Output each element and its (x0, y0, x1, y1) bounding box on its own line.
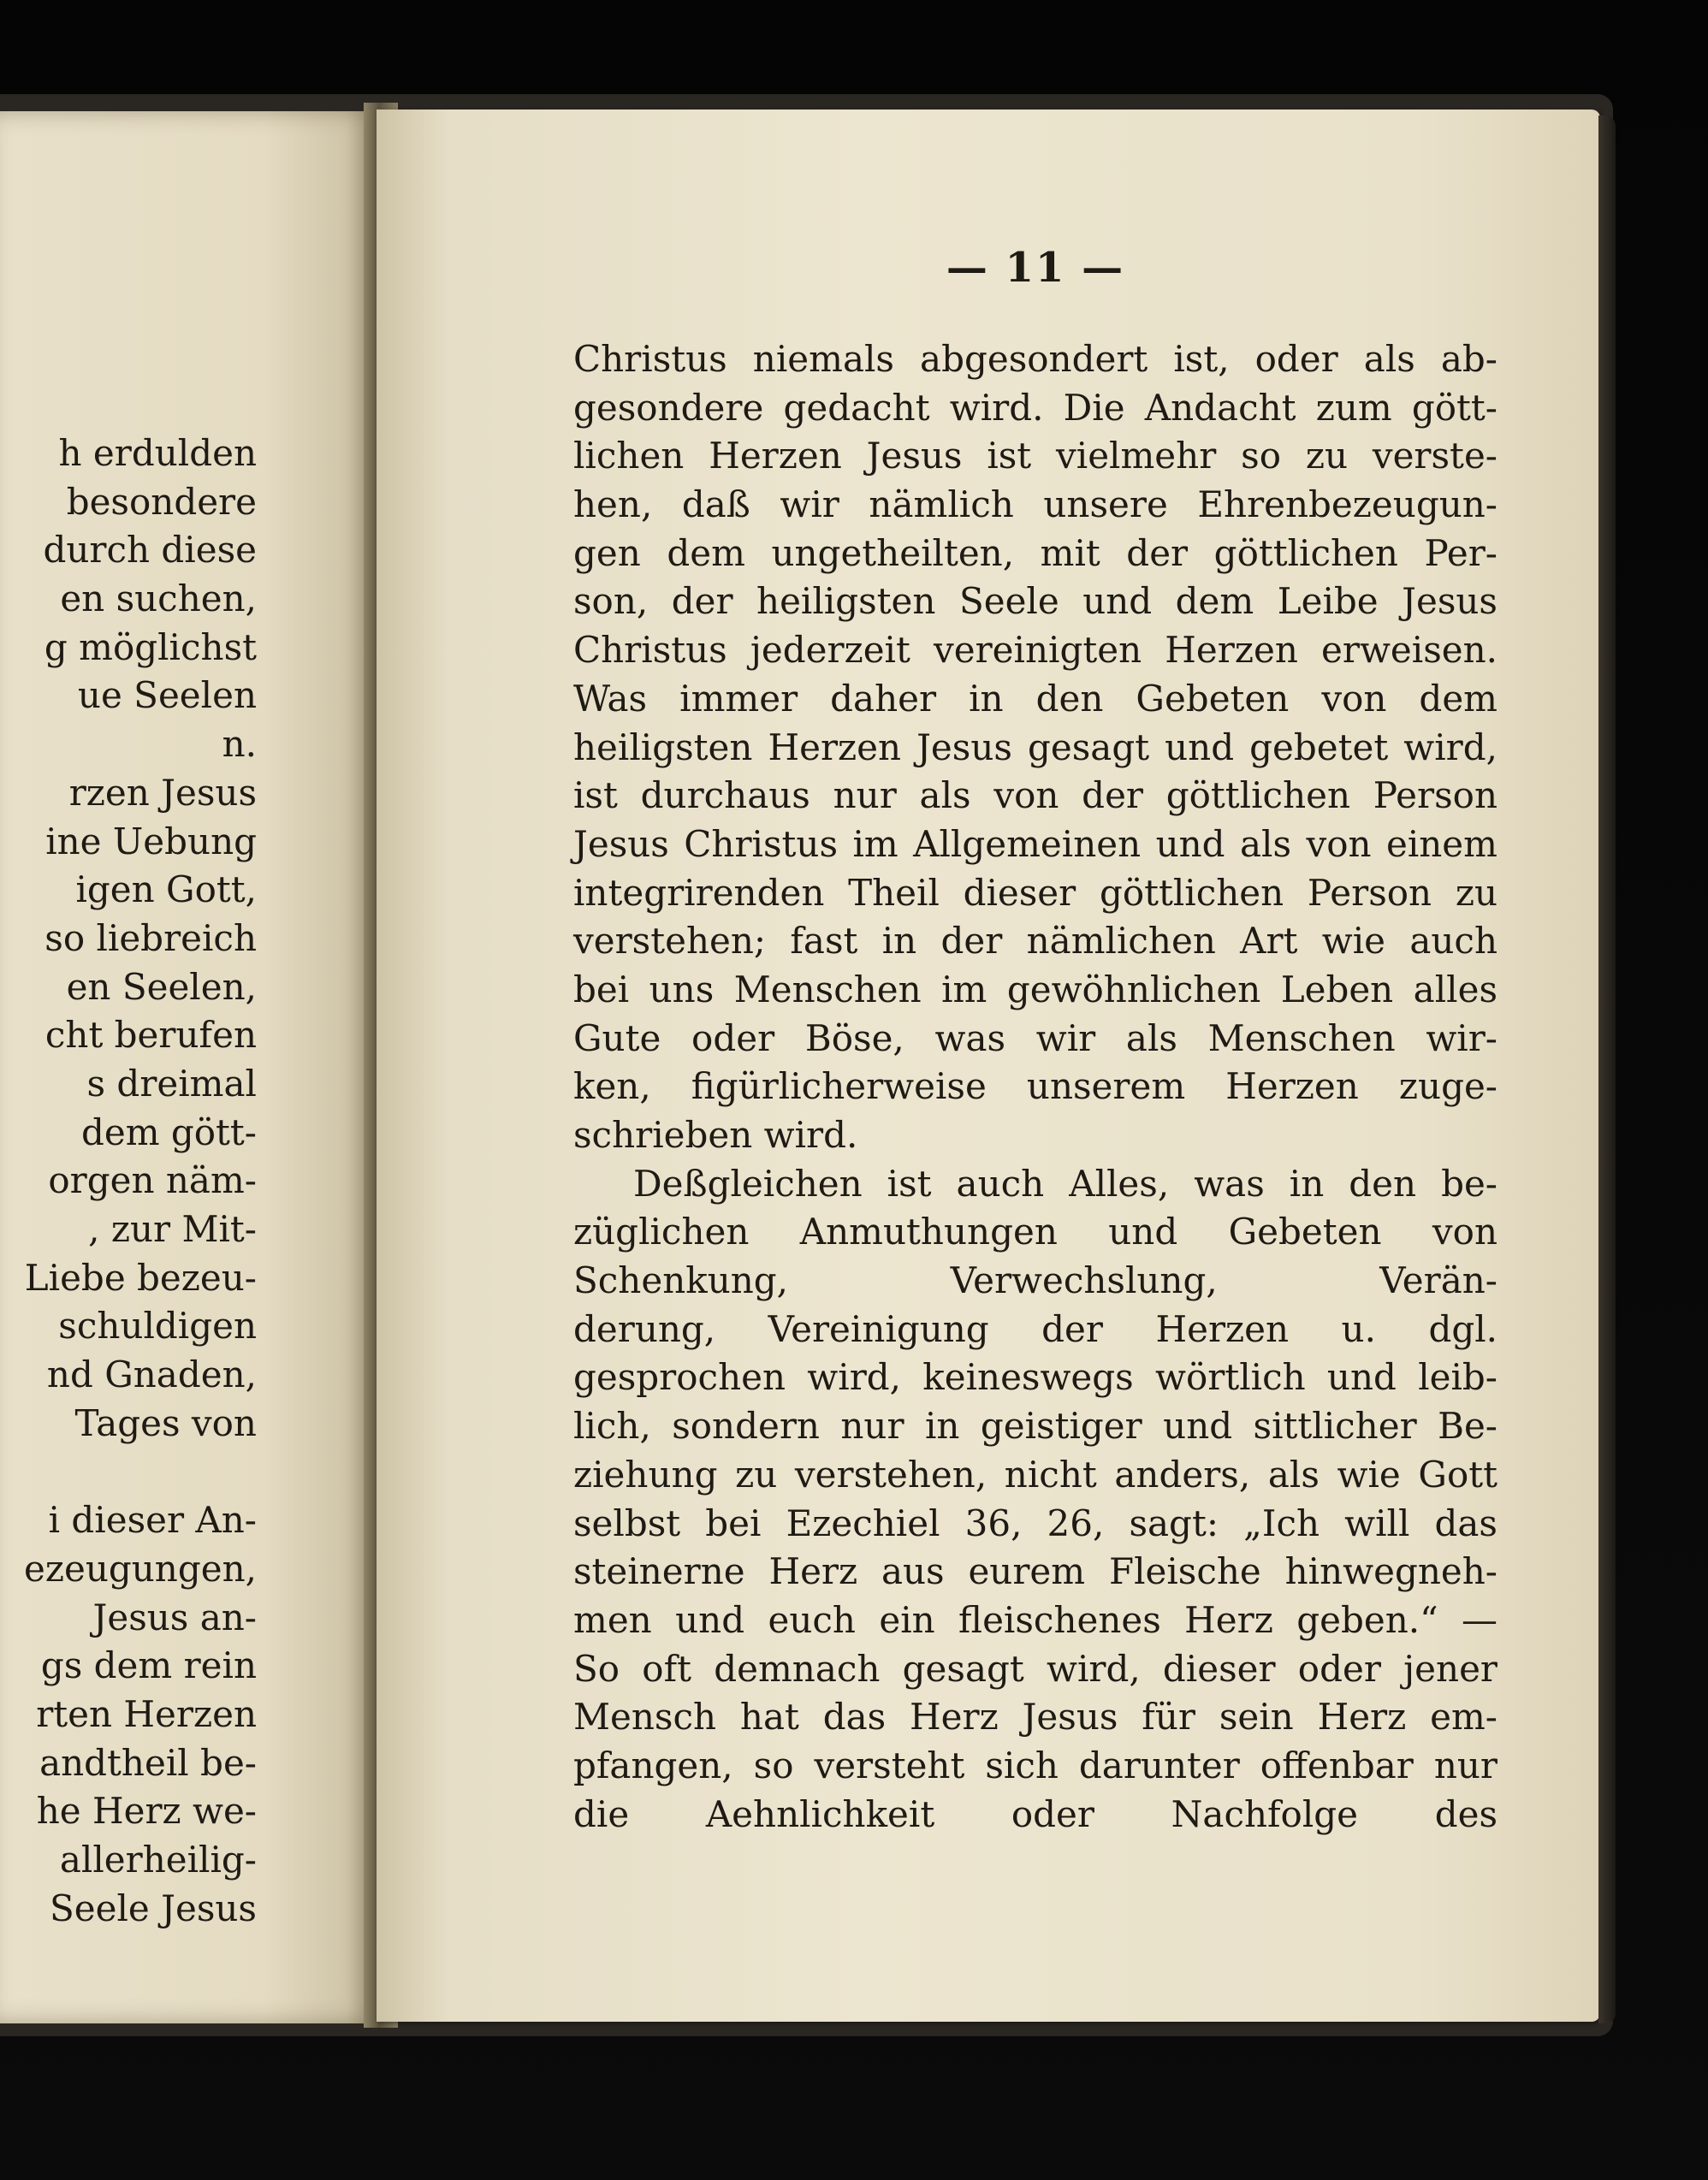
left-line: gs dem rein (40, 1644, 257, 1687)
left-line: andtheil be- (39, 1741, 257, 1784)
text-line: züglichen Anmuthungen und Gebeten von (573, 1211, 1497, 1253)
text-line: Jesus Christus im Allgemeinen und als von einem (573, 822, 1497, 865)
left-line: rzen Jesus (68, 771, 257, 814)
text-line: hen, daß wir nämlich unsere Ehrenbezeugun- (573, 483, 1497, 526)
left-page (0, 111, 377, 2023)
left-line: en Seelen, (66, 965, 257, 1008)
text-line: Schenkung, Verwechslung, Verän- (573, 1259, 1497, 1302)
left-line: schuldigen (58, 1305, 257, 1348)
left-line: s dreimal (86, 1062, 257, 1105)
text-line: gen dem ungetheilten, mit der göttlichen Per- (573, 531, 1497, 574)
left-line: h erdulden (58, 432, 257, 474)
left-line: i dieser An- (48, 1499, 257, 1542)
text-line: ist durchaus nur als von der göttlichen Person (573, 774, 1497, 817)
left-line: n. (222, 723, 257, 766)
paragraph-start-line: Deßgleichen ist auch Alles, was in den be- (633, 1162, 1497, 1205)
left-line: en suchen, (60, 578, 257, 620)
text-line: pfangen, so versteht sich darunter offenbar nur (573, 1744, 1497, 1786)
text-line: Gute oder Böse, was wir als Menschen wir- (573, 1016, 1497, 1059)
left-line: ine Uebung (45, 820, 257, 862)
left-line: Seele Jesus (50, 1887, 257, 1929)
text-line: verstehen; fast in der nämlichen Art wie auch (573, 920, 1497, 963)
text-line: son, der heiligsten Seele und dem Leibe Jesus (573, 580, 1497, 623)
text-line: So oft demnach gesagt wird, dieser oder jener (573, 1647, 1497, 1690)
left-line: ue Seelen (77, 674, 257, 717)
text-line: lichen Herzen Jesus ist vielmehr so zu verste- (573, 435, 1497, 477)
left-line: , zur Mit- (88, 1208, 257, 1250)
text-line: schrieben wird. (573, 1114, 858, 1156)
text-line: Christus jederzeit vereinigten Herzen erweisen. (573, 629, 1497, 672)
left-line: besondere (66, 480, 257, 523)
text-line: derung, Vereinigung der Herzen u. dgl. (573, 1307, 1497, 1350)
text-line: integrirenden Theil dieser göttlichen Person zu (573, 871, 1497, 914)
text-line: Christus niemals abgesondert ist, oder als ab- (573, 338, 1497, 380)
text-line: bei uns Menschen im gewöhnlichen Leben alles (573, 968, 1497, 1010)
left-line: dem gött- (80, 1111, 257, 1153)
text-line: ken, figürlicherweise unserem Herzen zuge- (573, 1065, 1497, 1108)
page-body-text (573, 335, 1497, 1839)
text-line: heiligsten Herzen Jesus gesagt und gebetet wird, (573, 726, 1497, 768)
text-line: lich, sondern nur in geistiger und sittlicher Be- (573, 1405, 1497, 1448)
text-line: gesprochen wird, keineswegs wörtlich und leib- (573, 1356, 1497, 1399)
left-line: ezeugungen, (23, 1547, 257, 1590)
left-line: orgen näm- (48, 1159, 257, 1202)
text-line: men und euch ein fleischenes Herz geben.“ — (573, 1598, 1497, 1641)
left-line: Jesus an- (92, 1596, 257, 1638)
left-line: Tages von (74, 1401, 257, 1444)
left-line: allerheilig- (59, 1838, 257, 1881)
text-line: steinerne Herz aus eurem Fleische hinwegneh- (573, 1550, 1497, 1593)
page-number: — 11 — (946, 244, 1125, 292)
text-line: Was immer daher in den Gebeten von dem (573, 677, 1497, 720)
left-page-text (0, 429, 257, 1933)
left-line: cht berufen (44, 1014, 257, 1057)
cover-edge (1598, 116, 1616, 2023)
left-line: igen Gott, (75, 868, 257, 911)
text-line: gesondere gedacht wird. Die Andacht zum gött- (573, 386, 1497, 429)
text-line: Mensch hat das Herz Jesus für sein Herz em- (573, 1696, 1497, 1739)
left-line: durch diese (43, 529, 257, 572)
text-line: ziehung zu verstehen, nicht anders, als wie Gott (573, 1453, 1497, 1496)
left-line: g möglichst (44, 625, 257, 668)
left-line: rten Herzen (36, 1692, 257, 1735)
left-line: Liebe bezeu- (24, 1256, 257, 1299)
text-line: die Aehnlichkeit oder Nachfolge des (573, 1792, 1497, 1835)
left-line: so liebreich (44, 916, 257, 959)
left-line (0, 1448, 257, 1496)
left-line: he Herz we- (36, 1790, 257, 1833)
left-line: nd Gnaden, (46, 1354, 257, 1396)
text-line: selbst bei Ezechiel 36, 26, sagt: „Ich will das (573, 1502, 1497, 1544)
